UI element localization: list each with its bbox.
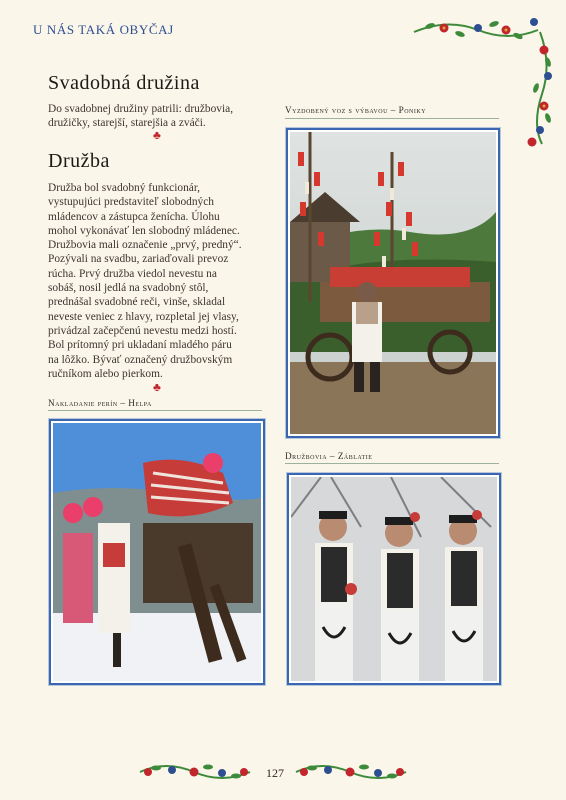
- photo-feathers: [48, 418, 266, 686]
- section-heading-druzba: Družba: [48, 150, 110, 172]
- paragraph-line: privádzal začepčenú nevestu medzi hostí.: [48, 324, 237, 337]
- floral-footer-ornament: [136, 758, 254, 784]
- running-title: U NÁS TAKÁ OBYČAJ: [33, 22, 174, 37]
- photo-druzbovia: [286, 472, 502, 686]
- section-paragraph-svadobna-druzina: Do svadobnej družiny patrili: družbovia, družičky, starejší, starejšia a zváči.: [48, 103, 234, 130]
- paragraph-line: mládencov a zástupca ženícha. Úlohu: [48, 210, 220, 223]
- photo-caption-wagon: Vyzdobený voz s výbavou – Poniky: [285, 105, 427, 115]
- club-ornament-icon: ♣: [153, 380, 161, 394]
- section-heading-svadobna-druzina: Svadobná družina: [48, 72, 200, 94]
- paragraph-line: sobáš, nosil jedlá na svadobný stôl,: [48, 282, 209, 295]
- section-paragraph-druzba: [48, 181, 270, 381]
- paragraph-line: Družba bol svadobný funkcionár,: [48, 182, 201, 194]
- paragraph-line: na lôžko. Bývať označený družbovským: [48, 353, 233, 366]
- photo-caption-druzbovia: Družbovia – Záblatie: [285, 451, 373, 461]
- paragraph-line: vystupujúci predstaviteľ slobodných: [48, 196, 214, 209]
- page-number: 127: [266, 766, 284, 780]
- caption-rule: [285, 118, 499, 119]
- caption-rule: [48, 410, 262, 411]
- paragraph-line: prednášal svadobné reči, vinše, skladal: [48, 296, 226, 309]
- paragraph-line: Pozývali na svadbu, zariaďovali prevoz: [48, 253, 229, 266]
- photo-caption-feathers: Nakladanie perín – Helpa: [48, 398, 152, 408]
- paragraph-line: mohol vykonávať len slobodný mládenec.: [48, 224, 240, 237]
- photo-wagon: [285, 127, 501, 439]
- paragraph-line: Družbovia mali označenie „prvý, predný“.: [48, 239, 242, 252]
- paragraph-line: rúcha. Prvý družba viedol nevestu na: [48, 267, 217, 280]
- caption-rule: [285, 463, 499, 464]
- paragraph-line: neveste veniec z hlavy, rozpletal jej vlasy,: [48, 310, 239, 323]
- paragraph-line: Bol prítomný pri ukladaní mladého páru: [48, 339, 232, 352]
- paragraph-line: ručníkom alebo pierkom.: [48, 367, 163, 380]
- floral-footer-ornament: [292, 758, 410, 784]
- club-ornament-icon: ♣: [153, 128, 161, 142]
